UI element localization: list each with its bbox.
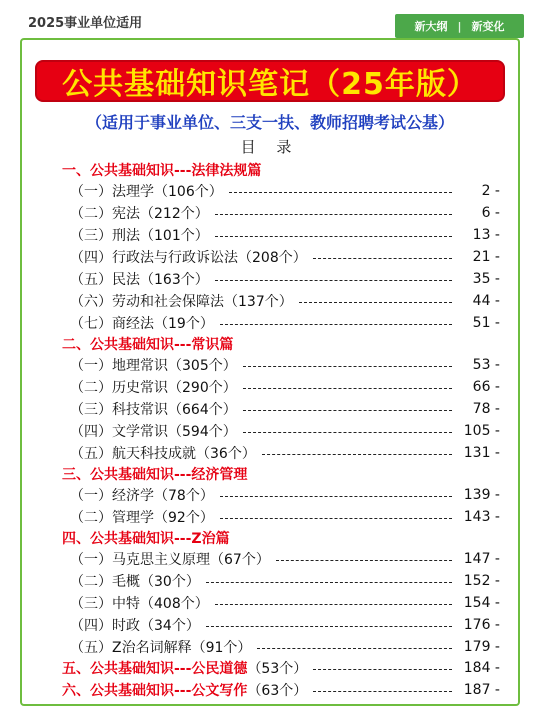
- page-number: 6 -: [458, 205, 500, 221]
- page-number: 35 -: [458, 271, 500, 287]
- dot-leader: [215, 280, 452, 281]
- toc-entry[interactable]: [70, 614, 500, 636]
- dot-leader: [206, 582, 452, 583]
- page-number: 143 -: [458, 509, 500, 525]
- page-number: 152 -: [458, 573, 500, 589]
- toc-entry[interactable]: [70, 442, 500, 464]
- page-number: 66 -: [458, 379, 500, 395]
- section-heading-ethics: 五、公共基础知识---公民道德: [62, 661, 248, 677]
- badge-new-changes: 新变化: [471, 20, 505, 33]
- toc-entry[interactable]: [70, 246, 500, 268]
- dot-leader: [257, 648, 452, 649]
- page-number: 13 -: [458, 227, 500, 243]
- toc-heading: 目 录: [240, 138, 300, 156]
- page-number: 21 -: [458, 249, 500, 265]
- badge-separator: |: [457, 19, 462, 33]
- entry-label: （三）中特（408个）: [70, 596, 209, 612]
- entry-label: （五）民法（163个）: [70, 272, 209, 288]
- dot-leader: [243, 366, 452, 367]
- toc-entry[interactable]: [70, 506, 500, 528]
- dot-leader: [220, 324, 452, 325]
- page-number: 176 -: [458, 617, 500, 633]
- title-banner: [35, 60, 505, 102]
- toc-entry-section[interactable]: [62, 657, 500, 679]
- entry-label: （一）马克思主义原理（67个）: [70, 552, 270, 568]
- toc-entry[interactable]: [70, 180, 500, 202]
- section-heading-law: 一、公共基础知识---法律法规篇: [62, 163, 262, 179]
- entry-label: （一）地理常识（305个）: [70, 358, 237, 374]
- page-number: 105 -: [458, 423, 500, 439]
- toc-entry-section[interactable]: [62, 679, 500, 701]
- toc-entry[interactable]: [70, 312, 500, 334]
- dot-leader: [299, 302, 452, 303]
- toc-entry[interactable]: [70, 398, 500, 420]
- page-number: 184 -: [458, 660, 500, 676]
- page-number: 51 -: [458, 315, 500, 331]
- toc-entry[interactable]: [70, 202, 500, 224]
- page-number: 147 -: [458, 551, 500, 567]
- entry-label: （二）宪法（212个）: [70, 206, 209, 222]
- dot-leader: [313, 258, 452, 259]
- toc-entry[interactable]: [70, 268, 500, 290]
- page-number: 187 -: [458, 682, 500, 698]
- dot-leader: [313, 691, 452, 692]
- dot-leader: [220, 496, 452, 497]
- page-number: 179 -: [458, 639, 500, 655]
- entry-label: （一）经济学（78个）: [70, 488, 214, 504]
- dot-leader: [229, 192, 452, 193]
- tag-badge: [395, 14, 524, 38]
- toc-entry[interactable]: [70, 592, 500, 614]
- top-bar: [0, 0, 540, 38]
- dot-leader: [215, 236, 452, 237]
- toc-entry[interactable]: [70, 570, 500, 592]
- document-title: 公共基础知识笔记（25年版）: [62, 67, 478, 102]
- page-number: 154 -: [458, 595, 500, 611]
- dot-leader: [206, 626, 452, 627]
- page-number: 78 -: [458, 401, 500, 417]
- dot-leader: [262, 454, 452, 455]
- dot-leader: [220, 518, 452, 519]
- dot-leader: [313, 669, 452, 670]
- toc-entry[interactable]: [70, 354, 500, 376]
- entry-label: （七）商经法（19个）: [70, 316, 214, 332]
- section-heading-economics: 三、公共基础知识---经济管理: [62, 467, 248, 483]
- entry-label: （一）法理学（106个）: [70, 184, 223, 200]
- toc-entry[interactable]: [70, 290, 500, 312]
- dot-leader: [243, 388, 452, 389]
- badge-new-syllabus: 新大纲: [414, 20, 448, 33]
- page-number: 139 -: [458, 487, 500, 503]
- page-number: 2 -: [458, 183, 500, 199]
- entry-label: （四）时政（34个）: [70, 618, 200, 634]
- entry-label: （五）航天科技成就（36个）: [70, 446, 256, 462]
- section-heading-writing: 六、公共基础知识---公文写作: [62, 683, 248, 699]
- toc-entry[interactable]: [70, 636, 500, 658]
- toc-entry[interactable]: [70, 376, 500, 398]
- toc-entry[interactable]: [70, 548, 500, 570]
- entry-label: （四）文学常识（594个）: [70, 424, 237, 440]
- entry-label: （二）历史常识（290个）: [70, 380, 237, 396]
- entry-label: （二）管理学（92个）: [70, 510, 214, 526]
- entry-label: （六）劳动和社会保障法（137个）: [70, 294, 293, 310]
- edition-label: 2025事业单位适用: [28, 16, 143, 31]
- document-subtitle: （适用于事业单位、三支一扶、教师招聘考试公基）: [85, 113, 454, 132]
- toc-entry[interactable]: [70, 420, 500, 442]
- dot-leader: [243, 432, 452, 433]
- page-number: 44 -: [458, 293, 500, 309]
- entry-label: （四）行政法与行政诉讼法（208个）: [70, 250, 307, 266]
- entry-label: （三）刑法（101个）: [70, 228, 209, 244]
- page-number: 53 -: [458, 357, 500, 373]
- section-heading-politics: 四、公共基础知识---Z治篇: [62, 531, 230, 547]
- toc-entry[interactable]: [70, 484, 500, 506]
- entry-label: （五）Z治名词解释（91个）: [70, 640, 252, 656]
- entry-label: （二）毛概（30个）: [70, 574, 200, 590]
- dot-leader: [243, 410, 452, 411]
- dot-leader: [215, 604, 452, 605]
- page-number: 131 -: [458, 445, 500, 461]
- toc-entry[interactable]: [70, 224, 500, 246]
- entry-count: （53个）: [247, 661, 308, 677]
- entry-label: （三）科技常识（664个）: [70, 402, 237, 418]
- dot-leader: [276, 560, 452, 561]
- entry-count: （63个）: [247, 683, 308, 699]
- entry-label: [62, 680, 307, 700]
- entry-label: [62, 658, 307, 678]
- dot-leader: [215, 214, 452, 215]
- section-heading-general: 二、公共基础知识---常识篇: [62, 337, 234, 353]
